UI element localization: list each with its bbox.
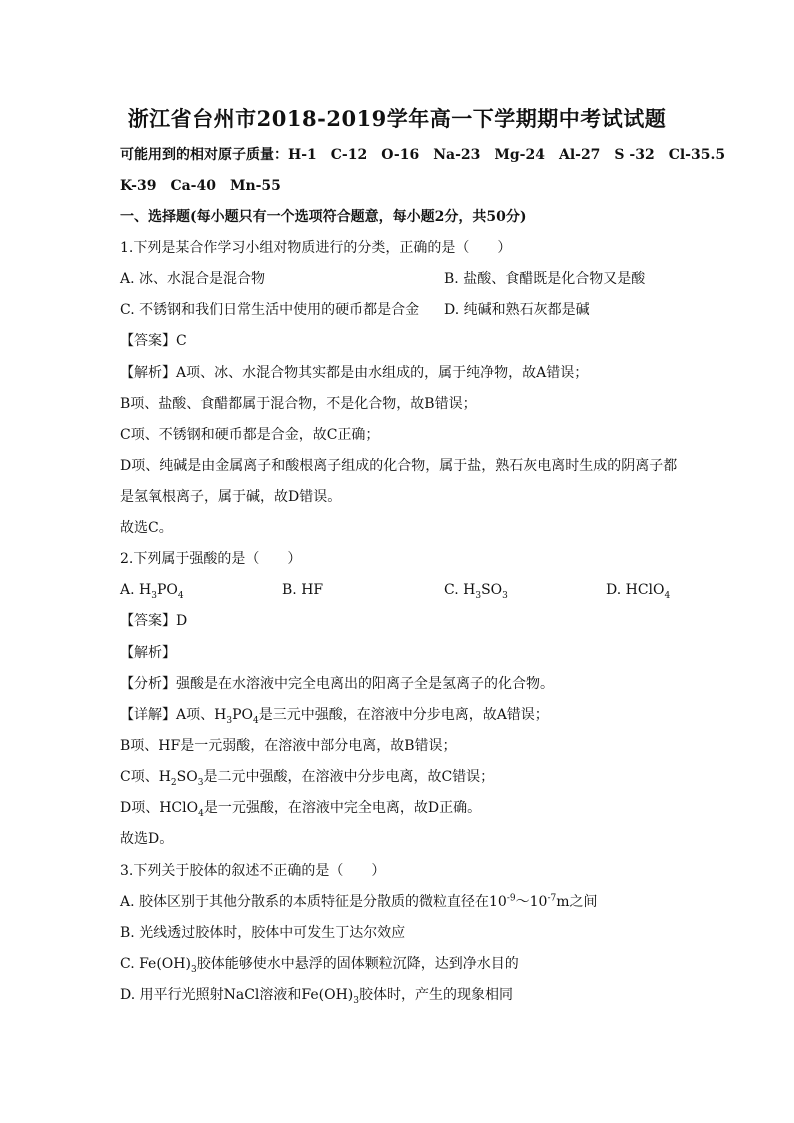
- q2-option-d: D. HClO$_4$: [606, 582, 671, 601]
- q2-option-c: C. $H_3SO_3$: [444, 582, 508, 601]
- q2-stem: 2.下列属于强酸的是（ ）: [120, 551, 302, 567]
- q2-option-a: A. $H_3PO_4$: [120, 582, 184, 601]
- q1-answer: 【答案】C: [120, 333, 187, 349]
- q1-explanation-5: 是氢氧根离子，属于碱，故D错误。: [120, 489, 342, 505]
- q3-option-d: D. 用平行光照射NaCl溶液和$Fe(OH)_3$胶体时，产生的现象相同: [120, 987, 513, 1006]
- q1-explanation-2: B项、盐酸、食醋都属于混合物，不是化合物，故B错误；: [120, 396, 477, 412]
- q2-option-b: B. HF: [282, 582, 324, 598]
- q1-option-b: B. 盐酸、食醋既是化合物又是酸: [444, 271, 646, 287]
- q3-option-a: A. 胶体区别于其他分散系的本质特征是分散质的微粒直径在$10^{-9}\sim 10^{-7}m$之间: [120, 893, 598, 910]
- q1-explanation-1: 【解析】A项、冰、水混合物其实都是由水组成的，属于纯净物，故A错误；: [120, 365, 589, 381]
- q2-answer: 【答案】D: [120, 613, 188, 629]
- section-heading: 一、选择题(每小题只有一个选项符合题意，每小题2分，共50分): [120, 209, 527, 225]
- q2-detail-a: 【详解】A项、$H_3PO_4$是三元中强酸，在溶液中分步电离，故A错误；: [120, 707, 549, 726]
- q1-stem: 1.下列是某合作学习小组对物质进行的分类，正确的是（ ）: [120, 240, 512, 256]
- q1-option-c: C. 不锈钢和我们日常生活中使用的硬币都是合金: [120, 302, 420, 318]
- q2-detail-d: D项、HClO$_4$是一元强酸，在溶液中完全电离，故D正确。: [120, 800, 482, 819]
- page-title: 浙江省台州市2018-2019学年高一下学期期中考试试题: [127, 106, 667, 131]
- q1-option-a: A. 冰、水混合是混合物: [120, 271, 266, 287]
- q2-explanation-head: 【解析】: [120, 645, 176, 661]
- atomic-mass-line-1: 可能用到的相对原子质量：H-1 C-12 O-16 Na-23 Mg-24 Al-27 S -32 Cl-35.5: [120, 147, 726, 163]
- q1-explanation-4: D项、纯碱是由金属离子和酸根离子组成的化合物，属于盐，熟石灰电离时生成的阴离子都: [120, 458, 678, 474]
- q1-option-d: D. 纯碱和熟石灰都是碱: [444, 302, 590, 318]
- q1-choose: 故选C。: [120, 520, 173, 536]
- q3-option-c: C. $Fe(OH)_3$胶体能够使水中悬浮的固体颗粒沉降，达到净水目的: [120, 956, 519, 975]
- q2-detail-b: B项、HF是一元弱酸，在溶液中部分电离，故B错误；: [120, 738, 457, 754]
- q3-option-b: B. 光线透过胶体时，胶体中可发生丁达尔效应: [120, 925, 406, 941]
- q1-explanation-3: C项、不锈钢和硬币都是合金，故C正确；: [120, 427, 380, 443]
- q3-stem: 3.下列关于胶体的叙述不正确的是（ ）: [120, 863, 386, 879]
- q2-detail-c: C项、$H_2SO_3$是二元中强酸，在溶液中分步电离，故C错误；: [120, 769, 495, 788]
- q2-analysis: 【分析】强酸是在水溶液中完全电离出的阳离子全是氢离子的化合物。: [120, 676, 554, 692]
- q2-choose: 故选D。: [120, 831, 174, 847]
- atomic-mass-line-2: K-39 Ca-40 Mn-55: [120, 178, 281, 194]
